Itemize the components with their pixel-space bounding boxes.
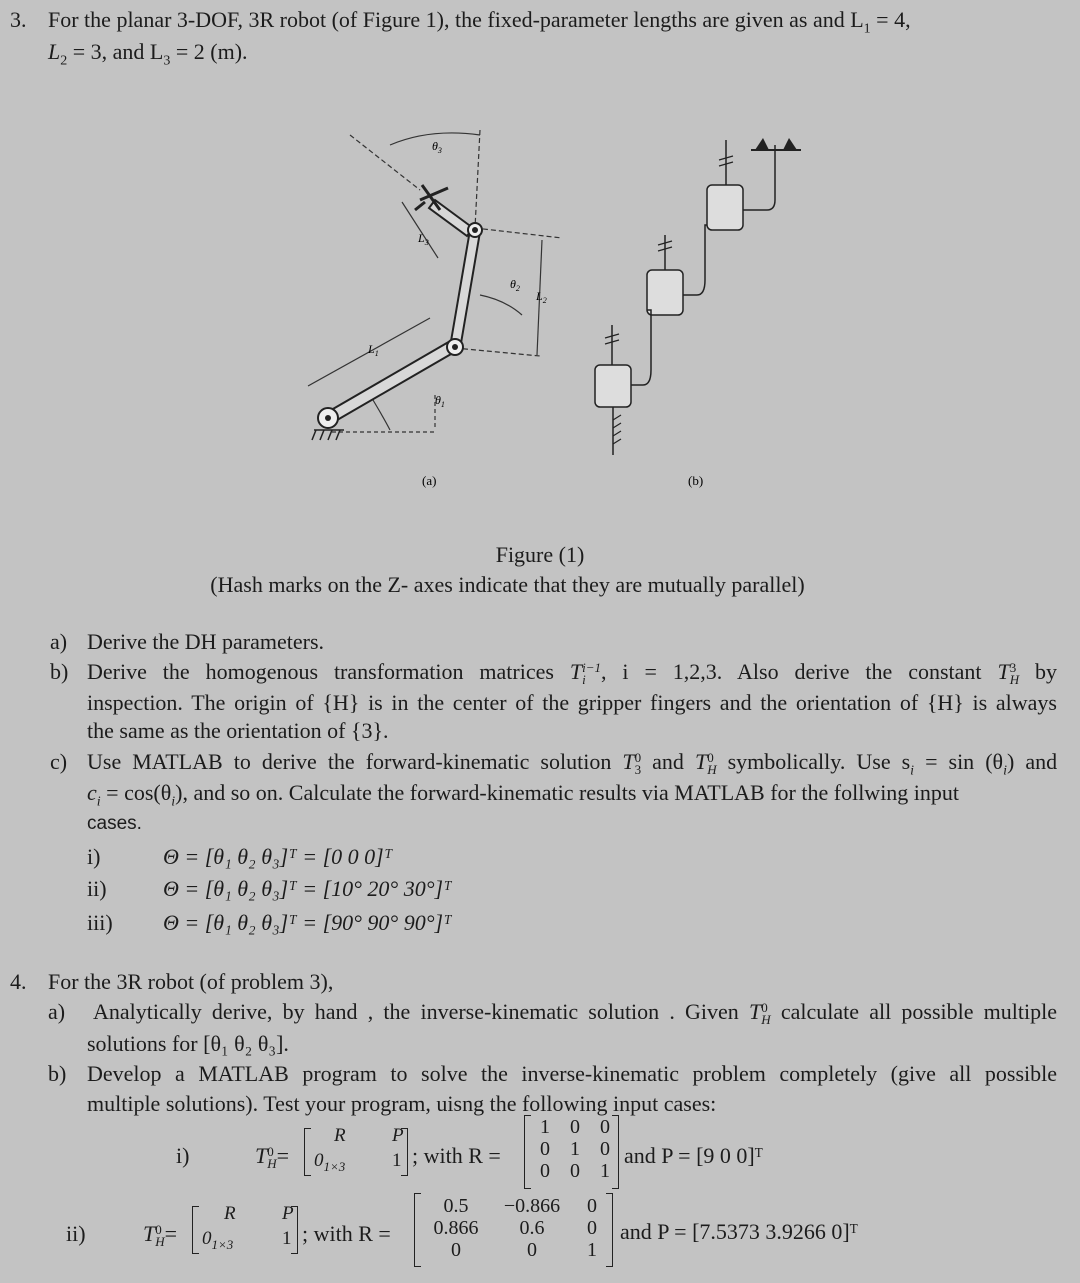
p3-c-line3: cases. xyxy=(87,813,142,834)
p4-case-i-blk-1: 1 xyxy=(392,1150,402,1171)
p4-b-label: b) xyxy=(48,1061,67,1086)
p3-c-label: c) xyxy=(50,749,68,774)
p3-a-text: Derive the DH parameters. xyxy=(87,629,325,654)
figure-b-joint-axes xyxy=(585,120,815,500)
p4-case-i-label: i) xyxy=(176,1143,190,1168)
p3-c-line2: $c_i = \cos(\theta_i)$, and so on. Calculate the forward-kinematic results via MATLAB for the follwing input xyxy=(87,780,960,810)
p4-b-line1: Develop a MATLAB program to solve the inverse-kinematic problem completely (give all possible xyxy=(87,1061,1057,1086)
label-b: (b) xyxy=(688,473,704,488)
p3-b-line1: Derive the homogenous transformation matrices T i−1 i , i = 1,2,3. Also derive the constant T 3 H by xyxy=(87,659,1058,687)
case-ii-label: ii) xyxy=(87,876,107,901)
p3-a-label: a) xyxy=(50,629,68,654)
p4-case-i-blk-0: $0_{1\times 3}$ xyxy=(314,1150,346,1174)
figure-note: (Hash marks on the Z- axes indicate that they are mutually parallel) xyxy=(210,572,805,597)
case-i-expr: Θ = [θ₁ θ₂ θ₃]ᵀ = [0 0 0]ᵀ xyxy=(163,844,393,869)
label-l3: $L_3$ xyxy=(418,231,429,247)
p4-case-ii-blk-1: 1 xyxy=(282,1228,292,1249)
p3-b-label: b) xyxy=(50,659,69,684)
p3-b-line2: inspection. The origin of {H} is in the center of the gripper fingers and the orientation of {H} is always xyxy=(87,690,1057,715)
p4-case-ii-blk-P: P xyxy=(282,1203,294,1224)
p4-case-ii-blk-0: $0_{1\times 3}$ xyxy=(202,1228,234,1252)
label-theta3: $\theta_3$ xyxy=(432,139,442,155)
label-l1: $L_1$ xyxy=(368,342,379,358)
p4-case-ii-P: and P = [7.5373 3.9266 0]ᵀ xyxy=(620,1219,858,1244)
p4-case-i-R-matrix: 1 0 0 0 1 0 0 0 1 xyxy=(540,1116,610,1182)
p4-b-line2: multiple solutions). Test your program, uisng the following input cases: xyxy=(87,1091,717,1116)
problem3-intro-line1: For the planar 3-DOF, 3R robot (of Figure 1), the fixed-parameter lengths are given as and $L_1 = 4$, xyxy=(48,7,911,37)
p4-case-i-P: and P = [9 0 0]ᵀ xyxy=(624,1143,763,1168)
problem3-intro-line2: $L_2 = 3$, and $L_3 = 2$ (m). xyxy=(48,39,248,69)
problem4-intro: For the 3R robot (of problem 3), xyxy=(48,969,334,994)
figure-caption: Figure (1) xyxy=(495,542,585,567)
p4-case-ii-R-matrix: 0.5 −0.866 0 0.866 0.6 0 0 0 1 xyxy=(433,1195,597,1261)
figure-a-robot-arm xyxy=(290,110,580,500)
problem3-number: 3. xyxy=(10,7,27,32)
label-theta1: $\theta_1$ xyxy=(435,393,445,409)
case-ii-expr: Θ = [θ₁ θ₂ θ₃]ᵀ = [10° 20° 30°]ᵀ xyxy=(163,876,452,901)
case-iii-expr: Θ = [θ₁ θ₂ θ₃]ᵀ = [90° 90° 90°]ᵀ xyxy=(163,910,452,935)
label-theta2: $\theta_2$ xyxy=(510,277,520,293)
p4-case-i-T: T 0 H = xyxy=(255,1143,290,1171)
p4-a-line2: solutions for [θ₁ θ₂ θ₃]. xyxy=(87,1031,289,1056)
case-i-label: i) xyxy=(87,844,101,869)
p4-a-line1: Analytically derive, by hand , the inverse-kinematic solution . Given T 0 H calculate all possible multiple xyxy=(93,999,1058,1027)
p4-case-i-with: ; with R = xyxy=(412,1143,501,1168)
label-a: (a) xyxy=(422,473,437,488)
p4-case-ii-with: ; with R = xyxy=(302,1221,391,1246)
p4-case-i-blk-P: P xyxy=(392,1125,404,1146)
p4-case-i-blk-R: R xyxy=(334,1125,346,1146)
p4-case-ii-T: T 0 H = xyxy=(143,1221,178,1249)
p3-c-line1: Use MATLAB to derive the forward-kinematic solution T 0 3 and T 0 H symbolically. Use $s_i = \sin (\theta_i)$ and xyxy=(87,749,1058,779)
p4-case-ii-blk-R: R xyxy=(224,1203,236,1224)
p3-b-line3: the same as the orientation of {3}. xyxy=(87,718,389,743)
problem4-number: 4. xyxy=(10,969,27,994)
case-iii-label: iii) xyxy=(87,910,113,935)
p4-a-label: a) xyxy=(48,999,66,1024)
p4-case-ii-label: ii) xyxy=(66,1221,86,1246)
label-l2: $L_2$ xyxy=(536,289,547,305)
